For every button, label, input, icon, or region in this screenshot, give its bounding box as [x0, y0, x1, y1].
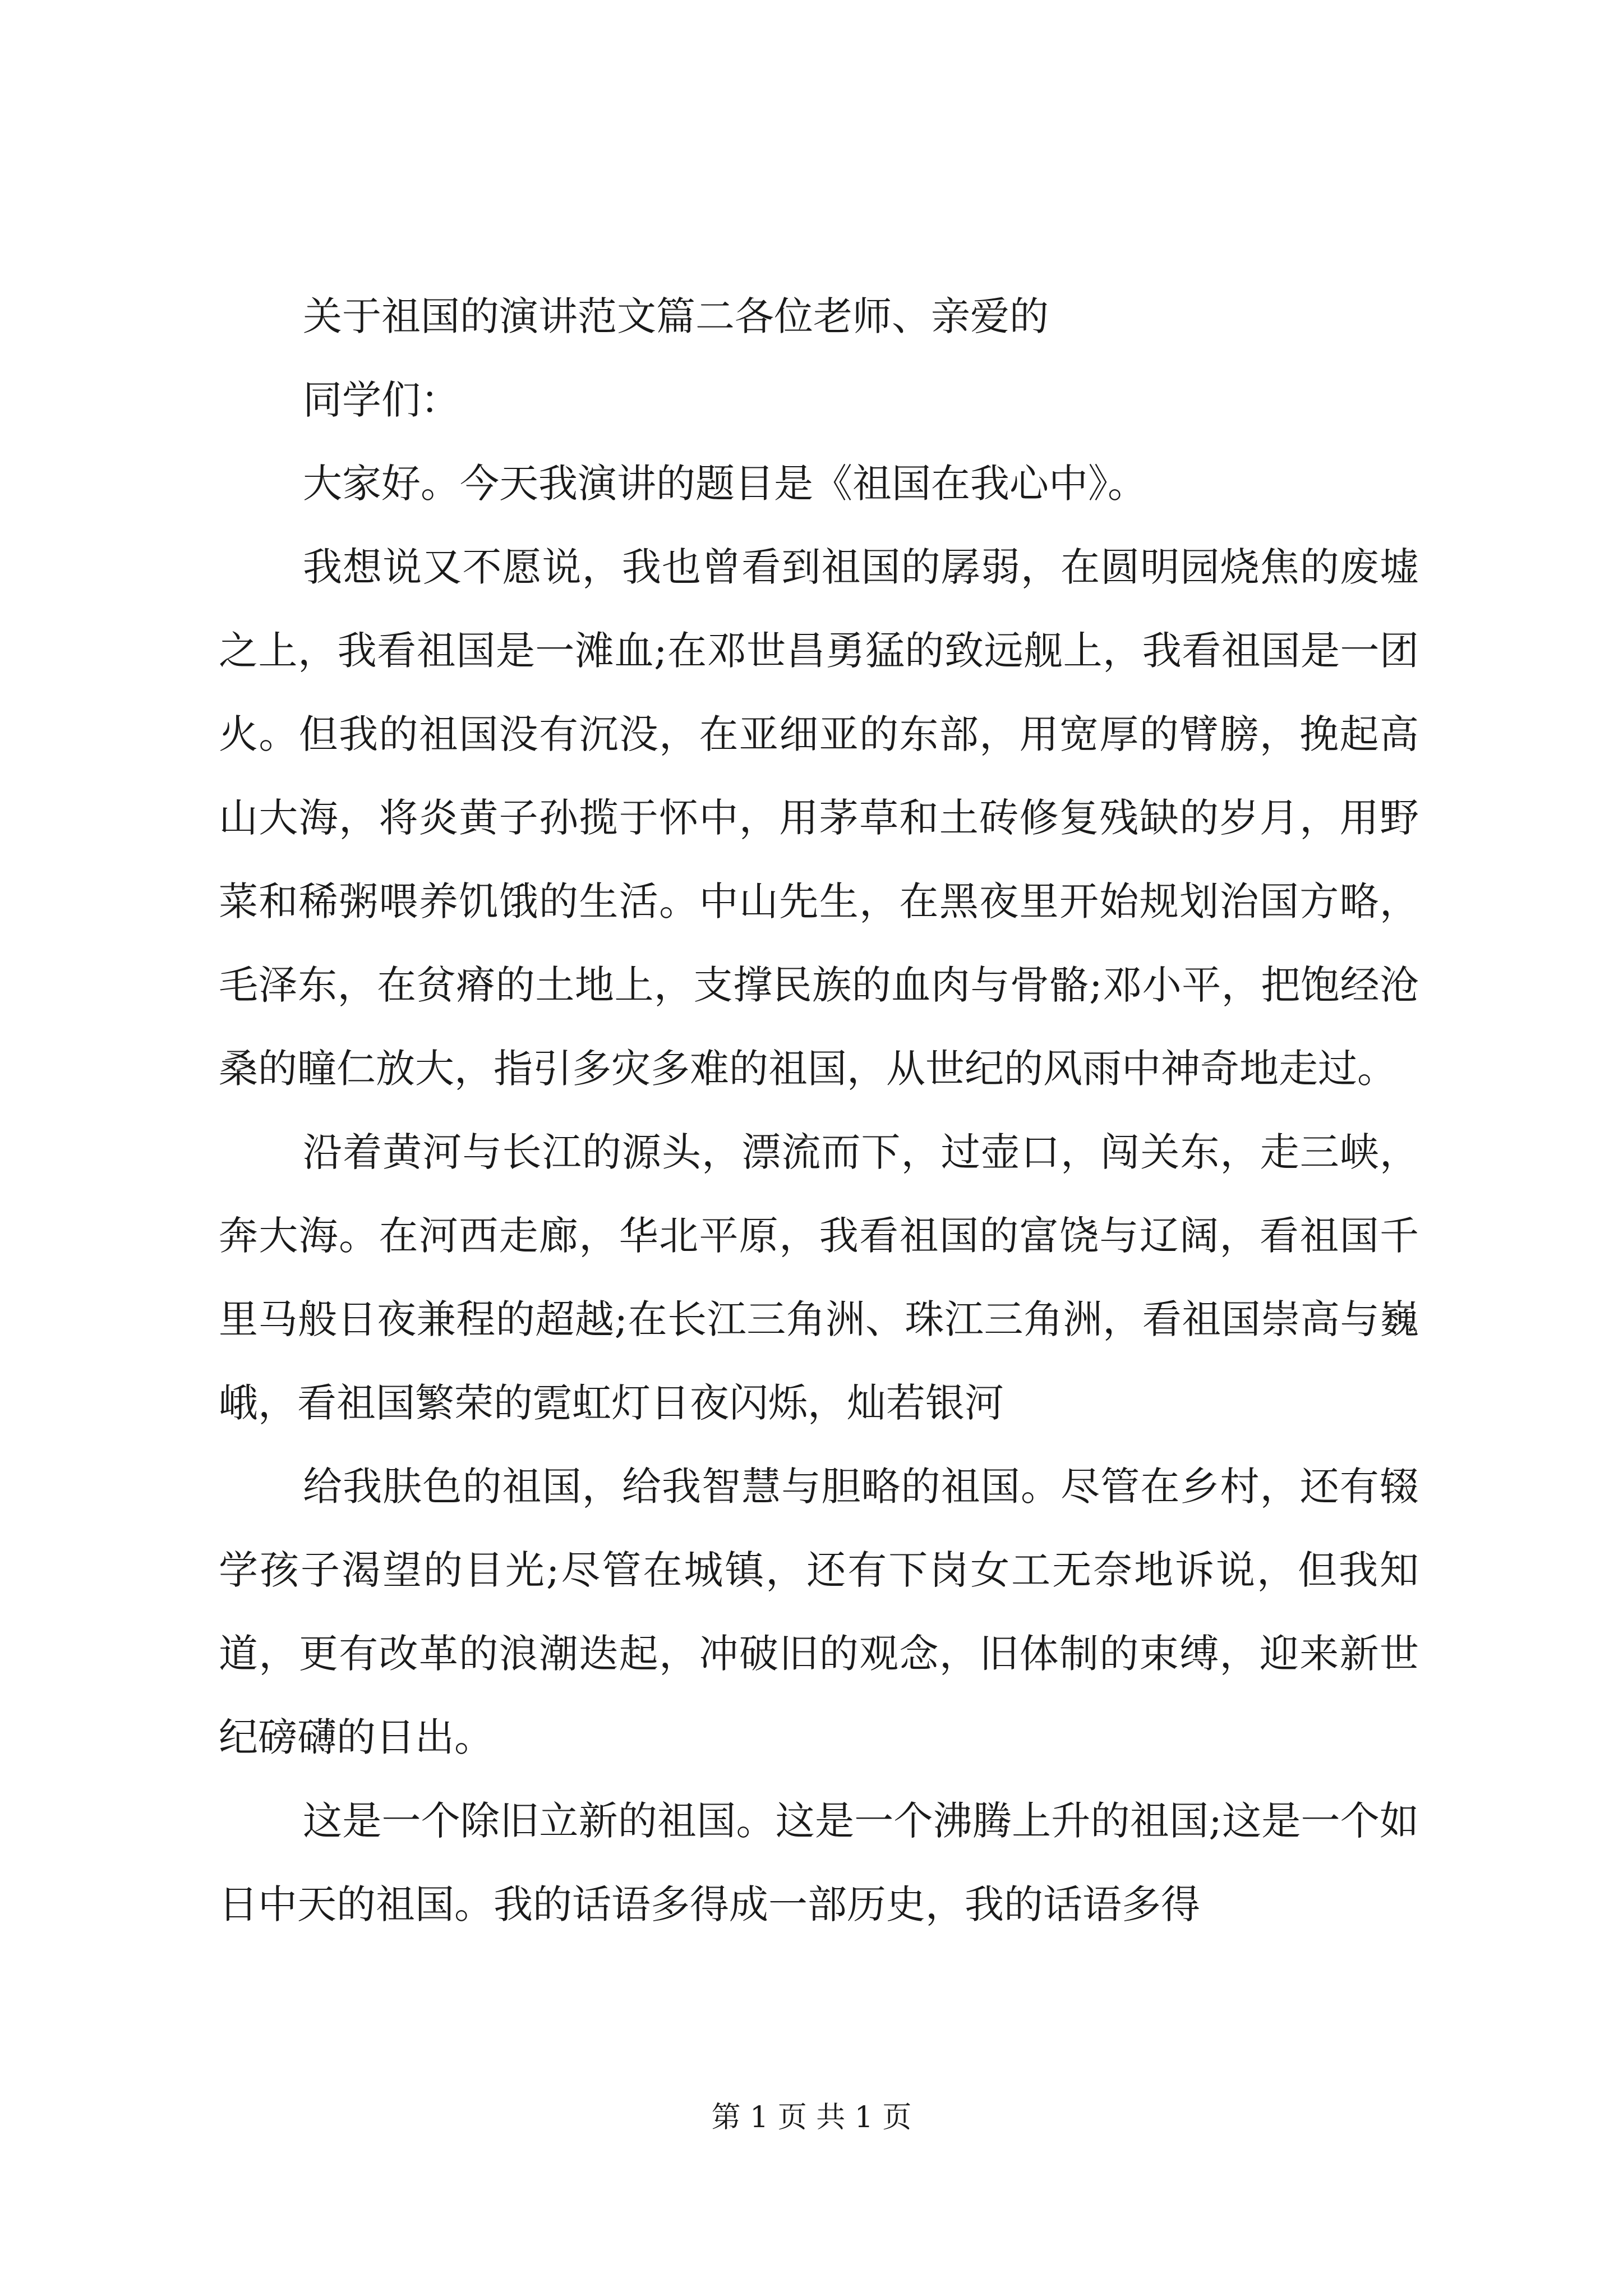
- paragraph-title: 关于祖国的演讲范文篇二各位老师、亲爱的: [303, 293, 1049, 339]
- paragraph-body-3: 给我肤色的祖国，给我智慧与胆略的祖国。尽管在乡村，还有辍学孩子渴望的目光;尽管在城镇，还有下岗女工无奈地诉说，但我知道，更有改革的浪潮迭起，冲破旧的观念，旧体制的束缚，迎来新世纪磅礴的日出。: [219, 1464, 1419, 1760]
- page-footer: [0, 2098, 1623, 2137]
- page-number-label: 第 1 页 共 1 页: [711, 2101, 912, 2134]
- paragraph-greeting: 大家好。今天我演讲的题目是《祖国在我心中》。: [303, 461, 1147, 507]
- paragraph-body-2: 沿着黄河与长江的源头，漂流而下，过壶口，闯关东，走三峡，奔大海。在河西走廊，华北平原，我看祖国的富饶与辽阔，看祖国千里马般日夜兼程的超越;在长江三角洲、珠江三角洲，看祖国崇高与巍峨，看祖国繁荣的霓虹灯日夜闪烁，灿若银河: [219, 1129, 1419, 1426]
- paragraph-body-4: 这是一个除旧立新的祖国。这是一个沸腾上升的祖国;这是一个如日中天的祖国。我的话语多得成一部历史，我的话语多得: [219, 1798, 1419, 1927]
- paragraph-salutation: 同学们：: [303, 377, 460, 423]
- paragraph-body-1: 我想说又不愿说，我也曾看到祖国的孱弱，在圆明园烧焦的废墟之上，我看祖国是一滩血;在邓世昌勇猛的致远舰上，我看祖国是一团火。但我的祖国没有沉没，在亚细亚的东部，用宽厚的臂膀，挽起高山大海，将炎黄子孙揽于怀中，用茅草和土砖修复残缺的岁月，用野菜和稀粥喂养饥饿的生活。中山先生，在黑夜里开始规划治国方略，毛泽东，在贫瘠的土地上，支撑民族的血肉与骨骼;邓小平，把饱经沧桑的瞳仁放大，指引多灾多难的祖国，从世纪的风雨中神奇地走过。: [219, 544, 1419, 1092]
- document-body: [219, 275, 1419, 1947]
